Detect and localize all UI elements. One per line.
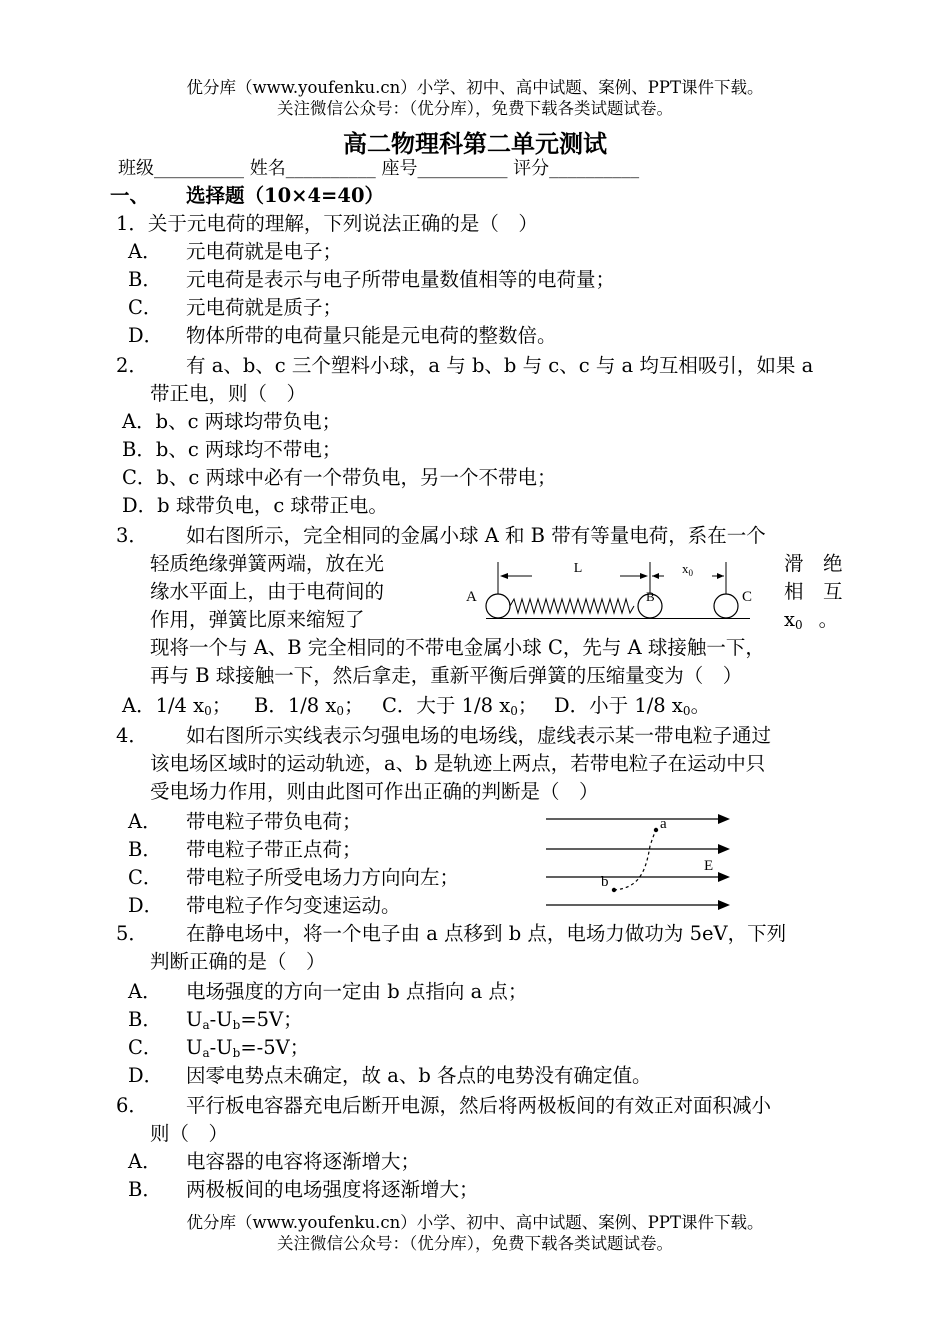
page-footer-line2: 关注微信公众号：（优分库），免费下载各类试题试卷。 <box>277 1234 673 1253</box>
q5-option-a-letter: A． <box>128 980 162 1003</box>
q2-option-d: D．b 球带负电，c 球带正电。 <box>122 494 388 517</box>
q4-option-a-letter: A． <box>128 810 162 833</box>
q5-option-a-text: 电场强度的方向一定由 b 点指向 a 点； <box>186 980 528 1003</box>
q2-line2: 带正电，则（ ） <box>150 382 307 405</box>
q4-label-e: E <box>704 858 714 874</box>
q3-label-a: A <box>466 589 477 605</box>
q5-option-d-text: 因零电势点未确定，故 a、b 各点的电势没有确定值。 <box>186 1064 652 1087</box>
q4-field-arrowhead-1 <box>718 814 730 824</box>
q6-number: 6． <box>116 1094 148 1117</box>
q4-option-a-text: 带电粒子带负电荷； <box>186 810 362 833</box>
q4-field-arrowhead-2 <box>718 844 730 854</box>
page-footer-line1: 优分库（www.youfenku.cn）小学、初中、高中试题、案例、PPT课件下载。 <box>186 1213 764 1232</box>
q1-option-a-letter: A． <box>128 240 162 263</box>
q3-line3-right: 相 互 <box>784 580 843 603</box>
q3-option-b: B．1/8 $x_0$； <box>254 694 364 718</box>
q4-option-b-letter: B． <box>128 838 162 861</box>
q3-ball-c <box>714 594 738 618</box>
q4-option-c-text: 带电粒子所受电场力方向向左； <box>186 866 460 889</box>
q4-option-c-letter: C． <box>128 866 163 889</box>
page-header-line2: 关注微信公众号：（优分库），免费下载各类试题试卷。 <box>277 99 673 118</box>
q4-option-d-text: 带电粒子作匀变速运动。 <box>186 894 401 917</box>
q5-number: 5． <box>116 922 148 945</box>
q4-field-figure <box>540 806 740 916</box>
q4-line3: 受电场力作用，则由此图可作出正确的判断是（ ） <box>150 780 599 803</box>
page-title: 高二物理科第二单元测试 <box>343 129 607 158</box>
q3-ball-a <box>486 594 510 618</box>
q2-option-a: A．b、c 两球均带负电； <box>122 410 342 433</box>
q3-number: 3． <box>116 524 148 547</box>
q4-line2: 该电场区域时的运动轨迹，a、b 是轨迹上两点，若带电粒子在运动中只 <box>150 752 766 775</box>
q2-number: 2． <box>116 354 148 377</box>
q1-option-d-letter: D． <box>128 324 164 347</box>
q2-line1: 有 a、b、c 三个塑料小球，a 与 b、b 与 c、c 与 a 均互相吸引，如果 a <box>186 354 814 377</box>
q6-option-a-letter: A． <box>128 1150 162 1173</box>
q3-line2: 轻质绝缘弹簧两端，放在光 <box>150 552 385 575</box>
q3-option-a: A．1/4 $x_0$； <box>122 694 232 718</box>
q6-line2: 则（ ） <box>150 1122 229 1145</box>
q1-stem: 1．关于元电荷的理解，下列说法正确的是（ ） <box>116 212 538 235</box>
q5-option-b-letter: B． <box>128 1008 162 1031</box>
q1-option-c-text: 元电荷就是质子； <box>186 296 343 319</box>
q5-line1: 在静电场中，将一个电子由 a 点移到 b 点，电场力做功为 5eV，下列 <box>186 922 787 945</box>
q6-line1: 平行板电容器充电后断开电源，然后将两极板间的有效正对面积减小 <box>186 1094 772 1117</box>
q5-line2: 判断正确的是（ ） <box>150 950 326 973</box>
q4-option-d-letter: D． <box>128 894 164 917</box>
q5-option-c-text: $U_a-U_b=-5V$； <box>186 1036 310 1060</box>
q5-option-d-letter: D． <box>128 1064 164 1087</box>
q5-option-b-text: $U_a-U_b=5V$； <box>186 1008 303 1032</box>
q3-line4: 作用，弹簧比原来缩短了 <box>150 608 365 631</box>
q4-label-b: b <box>601 874 609 890</box>
q3-l-arrowhead-right <box>640 573 648 579</box>
q3-line4-right: $x_0$ 。 <box>784 608 839 632</box>
q1-option-b-letter: B． <box>128 268 162 291</box>
q4-line1: 如右图所示实线表示匀强电场的电场线，虚线表示某一带电粒子通过 <box>186 724 772 747</box>
q3-label-x0: $x_0$ <box>682 561 693 578</box>
q3-spring-figure <box>450 556 776 626</box>
section-number: 一、 <box>110 184 150 207</box>
q3-option-d: D．小于 1/8 $x_0$。 <box>554 694 711 718</box>
q3-line5: 现将一个与 A、B 完全相同的不带电金属小球 C，先与 A 球接触一下， <box>150 636 765 659</box>
q5-option-c-letter: C． <box>128 1036 163 1059</box>
q4-number: 4． <box>116 724 148 747</box>
q1-option-c-letter: C． <box>128 296 163 319</box>
q4-option-b-text: 带电粒子带正点荷； <box>186 838 362 861</box>
q4-point-a <box>654 828 658 832</box>
q3-line1: 如右图所示，完全相同的金属小球 A 和 B 带有等量电荷，系在一个 <box>186 524 766 547</box>
q3-line2-right: 滑 绝 <box>784 552 843 575</box>
q4-label-a: a <box>660 816 667 832</box>
q3-line3: 缘水平面上，由于电荷间的 <box>150 580 385 603</box>
q4-field-arrowhead-3 <box>718 872 730 882</box>
q1-option-d-text: 物体所带的电荷量只能是元电荷的整数倍。 <box>186 324 557 347</box>
q6-option-b-letter: B． <box>128 1178 162 1201</box>
q3-spring <box>510 599 634 613</box>
q4-trajectory <box>614 830 656 890</box>
section-heading: 选择题（10×4=40） <box>186 184 385 207</box>
q1-option-b-text: 元电荷是表示与电子所带电量数值相等的电荷量； <box>186 268 616 291</box>
q3-label-l: L <box>573 561 583 576</box>
q3-l-arrowhead-left <box>500 573 508 579</box>
student-info-line: 班级__________ 姓名__________ 座号__________ 评分__________ <box>118 158 640 179</box>
q1-option-a-text: 元电荷就是电子； <box>186 240 343 263</box>
q3-x0-arrowhead-right <box>717 573 724 579</box>
q3-label-c: C <box>742 589 753 605</box>
q6-option-a-text: 电容器的电容将逐渐增大； <box>186 1150 421 1173</box>
q6-option-b-text: 两极板间的电场强度将逐渐增大； <box>186 1178 479 1201</box>
q4-point-b <box>612 888 616 892</box>
q4-field-arrowhead-4 <box>718 900 730 910</box>
q2-option-c: C．b、c 两球中必有一个带负电，另一个不带电； <box>122 466 557 489</box>
q3-x0-arrowhead-left <box>652 573 659 579</box>
q3-line6: 再与 B 球接触一下，然后拿走，重新平衡后弹簧的压缩量变为（ ） <box>150 664 743 687</box>
q3-option-c: C．大于 1/8 $x_0$； <box>382 694 538 718</box>
page-header-line1: 优分库（www.youfenku.cn）小学、初中、高中试题、案例、PPT课件下载。 <box>186 78 764 97</box>
q3-label-b: B <box>646 589 655 604</box>
q2-option-b: B．b、c 两球均不带电； <box>122 438 342 461</box>
